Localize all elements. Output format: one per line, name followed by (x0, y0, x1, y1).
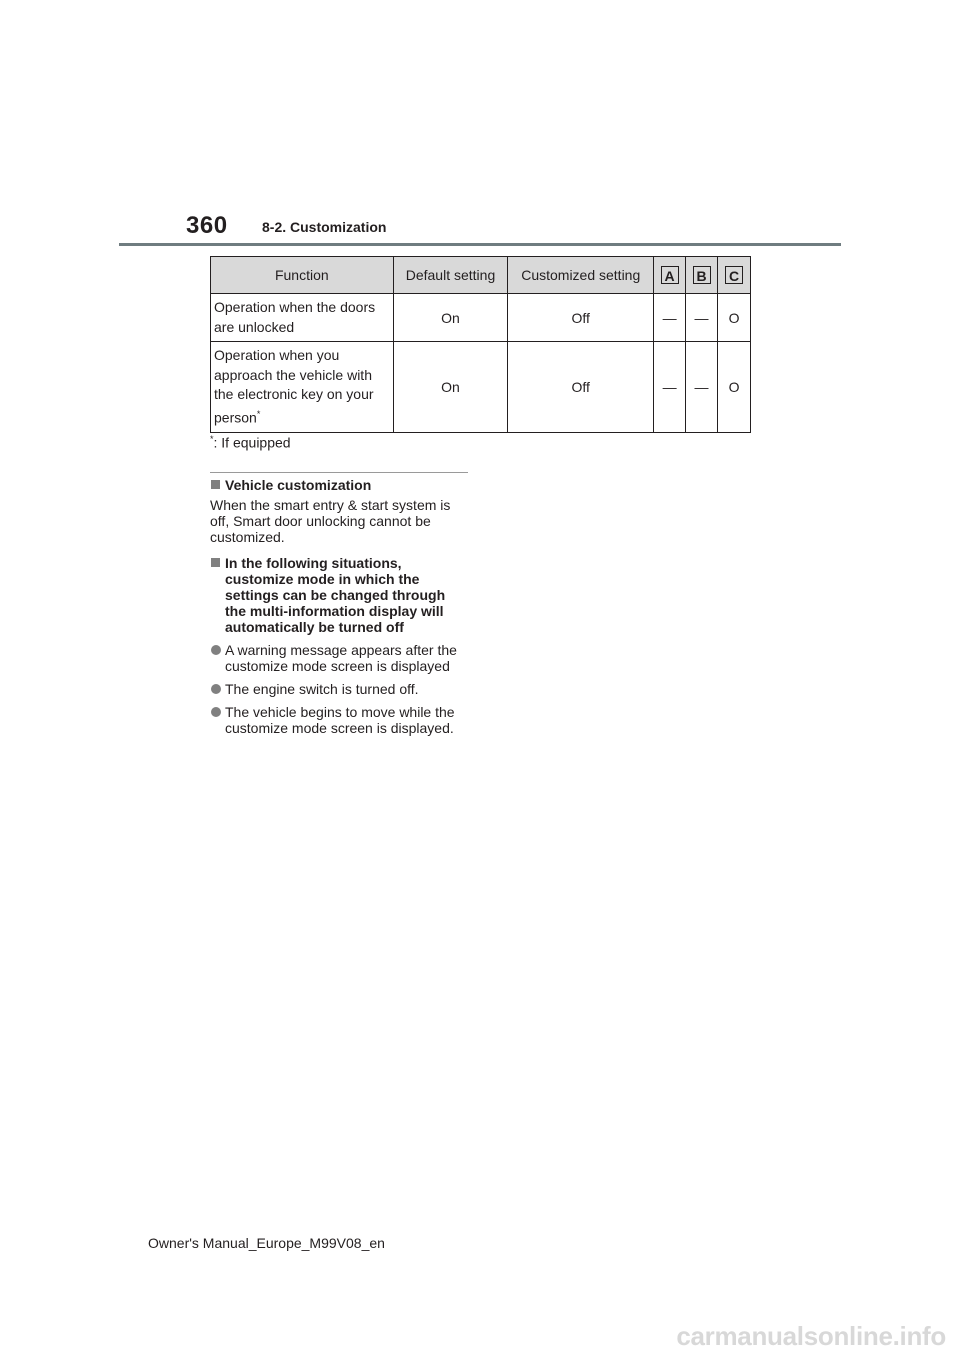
row-customized: Off (508, 294, 654, 342)
circle-bullet-icon (211, 707, 221, 717)
circle-bullet-icon (211, 684, 221, 694)
square-bullet-icon (211, 558, 220, 567)
header-function: Function (211, 257, 394, 294)
list-item (210, 642, 470, 674)
row-default: On (393, 294, 508, 342)
customization-table (210, 256, 751, 433)
section-title: 8-2. Customization (262, 219, 387, 235)
header-a (654, 257, 686, 294)
header-customized-setting: Customized setting (508, 257, 654, 294)
square-bullet-icon (211, 480, 220, 489)
row-customized: Off (508, 342, 654, 433)
header-b (686, 257, 718, 294)
row-b: — (686, 294, 718, 342)
footnote-mark: * (210, 434, 214, 444)
footnote (210, 434, 291, 451)
row-a: — (654, 342, 686, 433)
row-c: O (718, 342, 751, 433)
header-default-setting: Default setting (393, 257, 508, 294)
row-function: Operation when the doors are unlocked (211, 294, 394, 342)
header-divider (119, 243, 841, 246)
list-item-text: The engine switch is turned off. (225, 681, 419, 697)
row-c: O (718, 294, 751, 342)
list-item (210, 704, 470, 736)
list-item (210, 681, 470, 697)
header-c (718, 257, 751, 294)
auto-off-section (210, 555, 470, 736)
heading-text: Vehicle customization (225, 477, 372, 493)
footnote-mark: * (256, 408, 261, 419)
letter-c-icon: C (725, 266, 743, 284)
row-default: On (393, 342, 508, 433)
letter-a-icon: A (661, 266, 679, 284)
row-b: — (686, 342, 718, 433)
row-function (211, 342, 394, 433)
heading-text: In the following situations, customize mode in which the settings can be changed through the multi-information display will automatically be turned off (225, 555, 446, 635)
footer: Owner's Manual_Europe_M99V08_en (148, 1235, 385, 1251)
table-header-row (211, 257, 751, 294)
list-item-text: A warning message appears after the customize mode screen is displayed (225, 642, 457, 674)
row-a: — (654, 294, 686, 342)
watermark: carmanualsonline.info (676, 1321, 946, 1351)
section-divider (210, 472, 468, 473)
section-heading (210, 477, 470, 493)
letter-b-icon: B (693, 266, 711, 284)
table-row (211, 342, 751, 433)
table-row (211, 294, 751, 342)
page-number: 360 (186, 212, 228, 239)
footnote-text: : If equipped (213, 434, 291, 451)
row-function-text: Operation when you approach the vehicle with the electronic key on your person (214, 347, 374, 426)
section-heading (210, 555, 470, 635)
circle-bullet-icon (211, 645, 221, 655)
list-item-text: The vehicle begins to move while the customize mode screen is displayed. (225, 704, 455, 736)
vehicle-customization-section (210, 477, 470, 545)
section-body: When the smart entry & start system is off, Smart door unlocking cannot be customized. (210, 497, 451, 545)
